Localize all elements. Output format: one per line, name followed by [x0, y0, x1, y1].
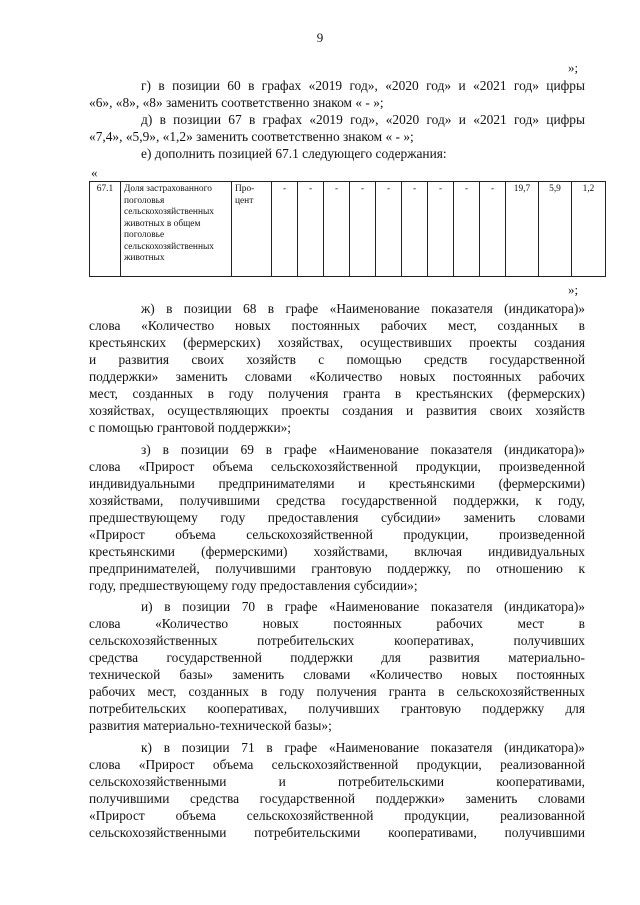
para-i-line-5: технической базы» заменить словами «Количество новых постоянных [89, 667, 585, 682]
para-zh-line-1: ж) в позиции 68 в графе «Наименование показателя (индикатора)» [141, 301, 585, 316]
para-k-line-3: сельскохозяйственными и потребительскими кооперативами, [89, 774, 585, 789]
para-z-line-1: з) в позиции 69 в графе «Наименование показателя (индикатора)» [141, 442, 585, 457]
para-i-line-6: рабочих мест, созданных в году получения гранта в сельскохозяйственных [89, 684, 585, 699]
para-e-line-1: е) дополнить позицией 67.1 следующего содержания: [141, 146, 447, 161]
para-i-line-2: слова «Количество новых постоянных рабочих мест в [89, 616, 585, 631]
para-g-line-1: г) в позиции 60 в графах «2019 год», «2020 год» и «2021 год» цифры [141, 78, 585, 93]
para-i-line-3: сельскохозяйственных потребительских кооперативах, получивших [89, 633, 585, 648]
dash-cell: - [402, 182, 428, 277]
dash-cell: - [428, 182, 454, 277]
para-zh-line-3: крестьянских (фермерских) хозяйствах, осуществивших проекты создания [89, 335, 585, 350]
para-k-line-1: к) в позиции 71 в графе «Наименование показателя (индикатора)» [141, 740, 585, 755]
para-zh-line-6: мест, созданных в году получения гранта в крестьянских (фермерских) [89, 386, 585, 401]
para-g-line-2: «6», «8», «8» заменить соответственно знаком « - »; [89, 95, 384, 110]
para-z-line-2: слова «Прирост объема сельскохозяйственной продукции, произведенной [89, 459, 585, 474]
dash-cell: - [324, 182, 350, 277]
value-2021: 1,2 [572, 182, 606, 277]
indicator-table [89, 181, 606, 277]
para-z-line-3: индивидуальными предпринимателями и крестьянскими (фермерскими) [89, 476, 585, 491]
unit-cell: Про-цент [232, 182, 272, 277]
para-i-line-1: и) в позиции 70 в графе «Наименование показателя (индикатора)» [141, 599, 585, 614]
para-z-line-6: «Прирост объема сельскохозяйственной продукции, произведенной [89, 527, 585, 542]
para-i-line-4: средства государственной поддержки для развития материально- [89, 650, 585, 665]
dash-cell: - [480, 182, 506, 277]
table-open-quote: « [91, 165, 98, 180]
para-i-line-7: потребительских кооперативах, получивших грантовую поддержку для [89, 701, 585, 716]
para-z-line-7: крестьянскими (фермерскими) хозяйствами, включая индивидуальных [89, 544, 585, 559]
table-close-quote: »; [568, 282, 579, 297]
position-number: 67.1 [90, 182, 121, 277]
para-d-line-1: д) в позиции 67 в графах «2019 год», «2020 год» и «2021 год» цифры [141, 112, 585, 127]
dash-cell: - [454, 182, 480, 277]
para-z-line-4: хозяйствами, получившими средства государственной поддержки, к году, [89, 493, 585, 508]
table-row [90, 182, 606, 277]
dash-cell: - [350, 182, 376, 277]
para-k-line-4: получившими средства государственной поддержки» заменить словами [89, 791, 585, 806]
closing-quote: »; [568, 60, 579, 75]
indicator-name: Доля застрахованного поголовья сельскохозяйственных животных в общем поголовье сельскохозяйственных животных [121, 182, 232, 277]
para-k-line-5: «Прирост объема сельскохозяйственной продукции, реализованной [89, 808, 585, 823]
dash-cell: - [376, 182, 402, 277]
para-zh-line-4: и развития своих хозяйств с помощью средств государственной [89, 352, 585, 367]
dash-cell: - [298, 182, 324, 277]
para-zh-line-8: с помощью грантовой поддержки»; [89, 420, 292, 435]
dash-cell: - [272, 182, 298, 277]
para-d-line-2: «7,4», «5,9», «1,2» заменить соответственно знаком « - »; [89, 129, 414, 144]
para-i-line-8: развития материально-технической базы»; [89, 718, 332, 733]
value-2019: 19,7 [506, 182, 539, 277]
para-z-line-9: году, предшествующему году предоставления субсидии»; [89, 578, 418, 593]
para-zh-line-5: поддержки» заменить словами «Количество новых постоянных рабочих [89, 369, 585, 384]
para-z-line-8: предпринимателей, получившими грантовую поддержку, по отношению к [89, 561, 585, 576]
para-zh-line-7: хозяйствах, осуществляющих проекты создания и развития своих хозяйств [89, 403, 585, 418]
page-number: 9 [316, 30, 324, 45]
para-k-line-2: слова «Прирост объема сельскохозяйственной продукции, реализованной [89, 757, 585, 772]
para-z-line-5: предшествующему году предоставления субсидии» заменить словами [89, 510, 585, 525]
value-2020: 5,9 [539, 182, 572, 277]
para-k-line-6: сельскохозяйственными потребительскими кооперативами, получившими [89, 825, 585, 840]
para-zh-line-2: слова «Количество новых постоянных рабочих мест, созданных в [89, 318, 585, 333]
